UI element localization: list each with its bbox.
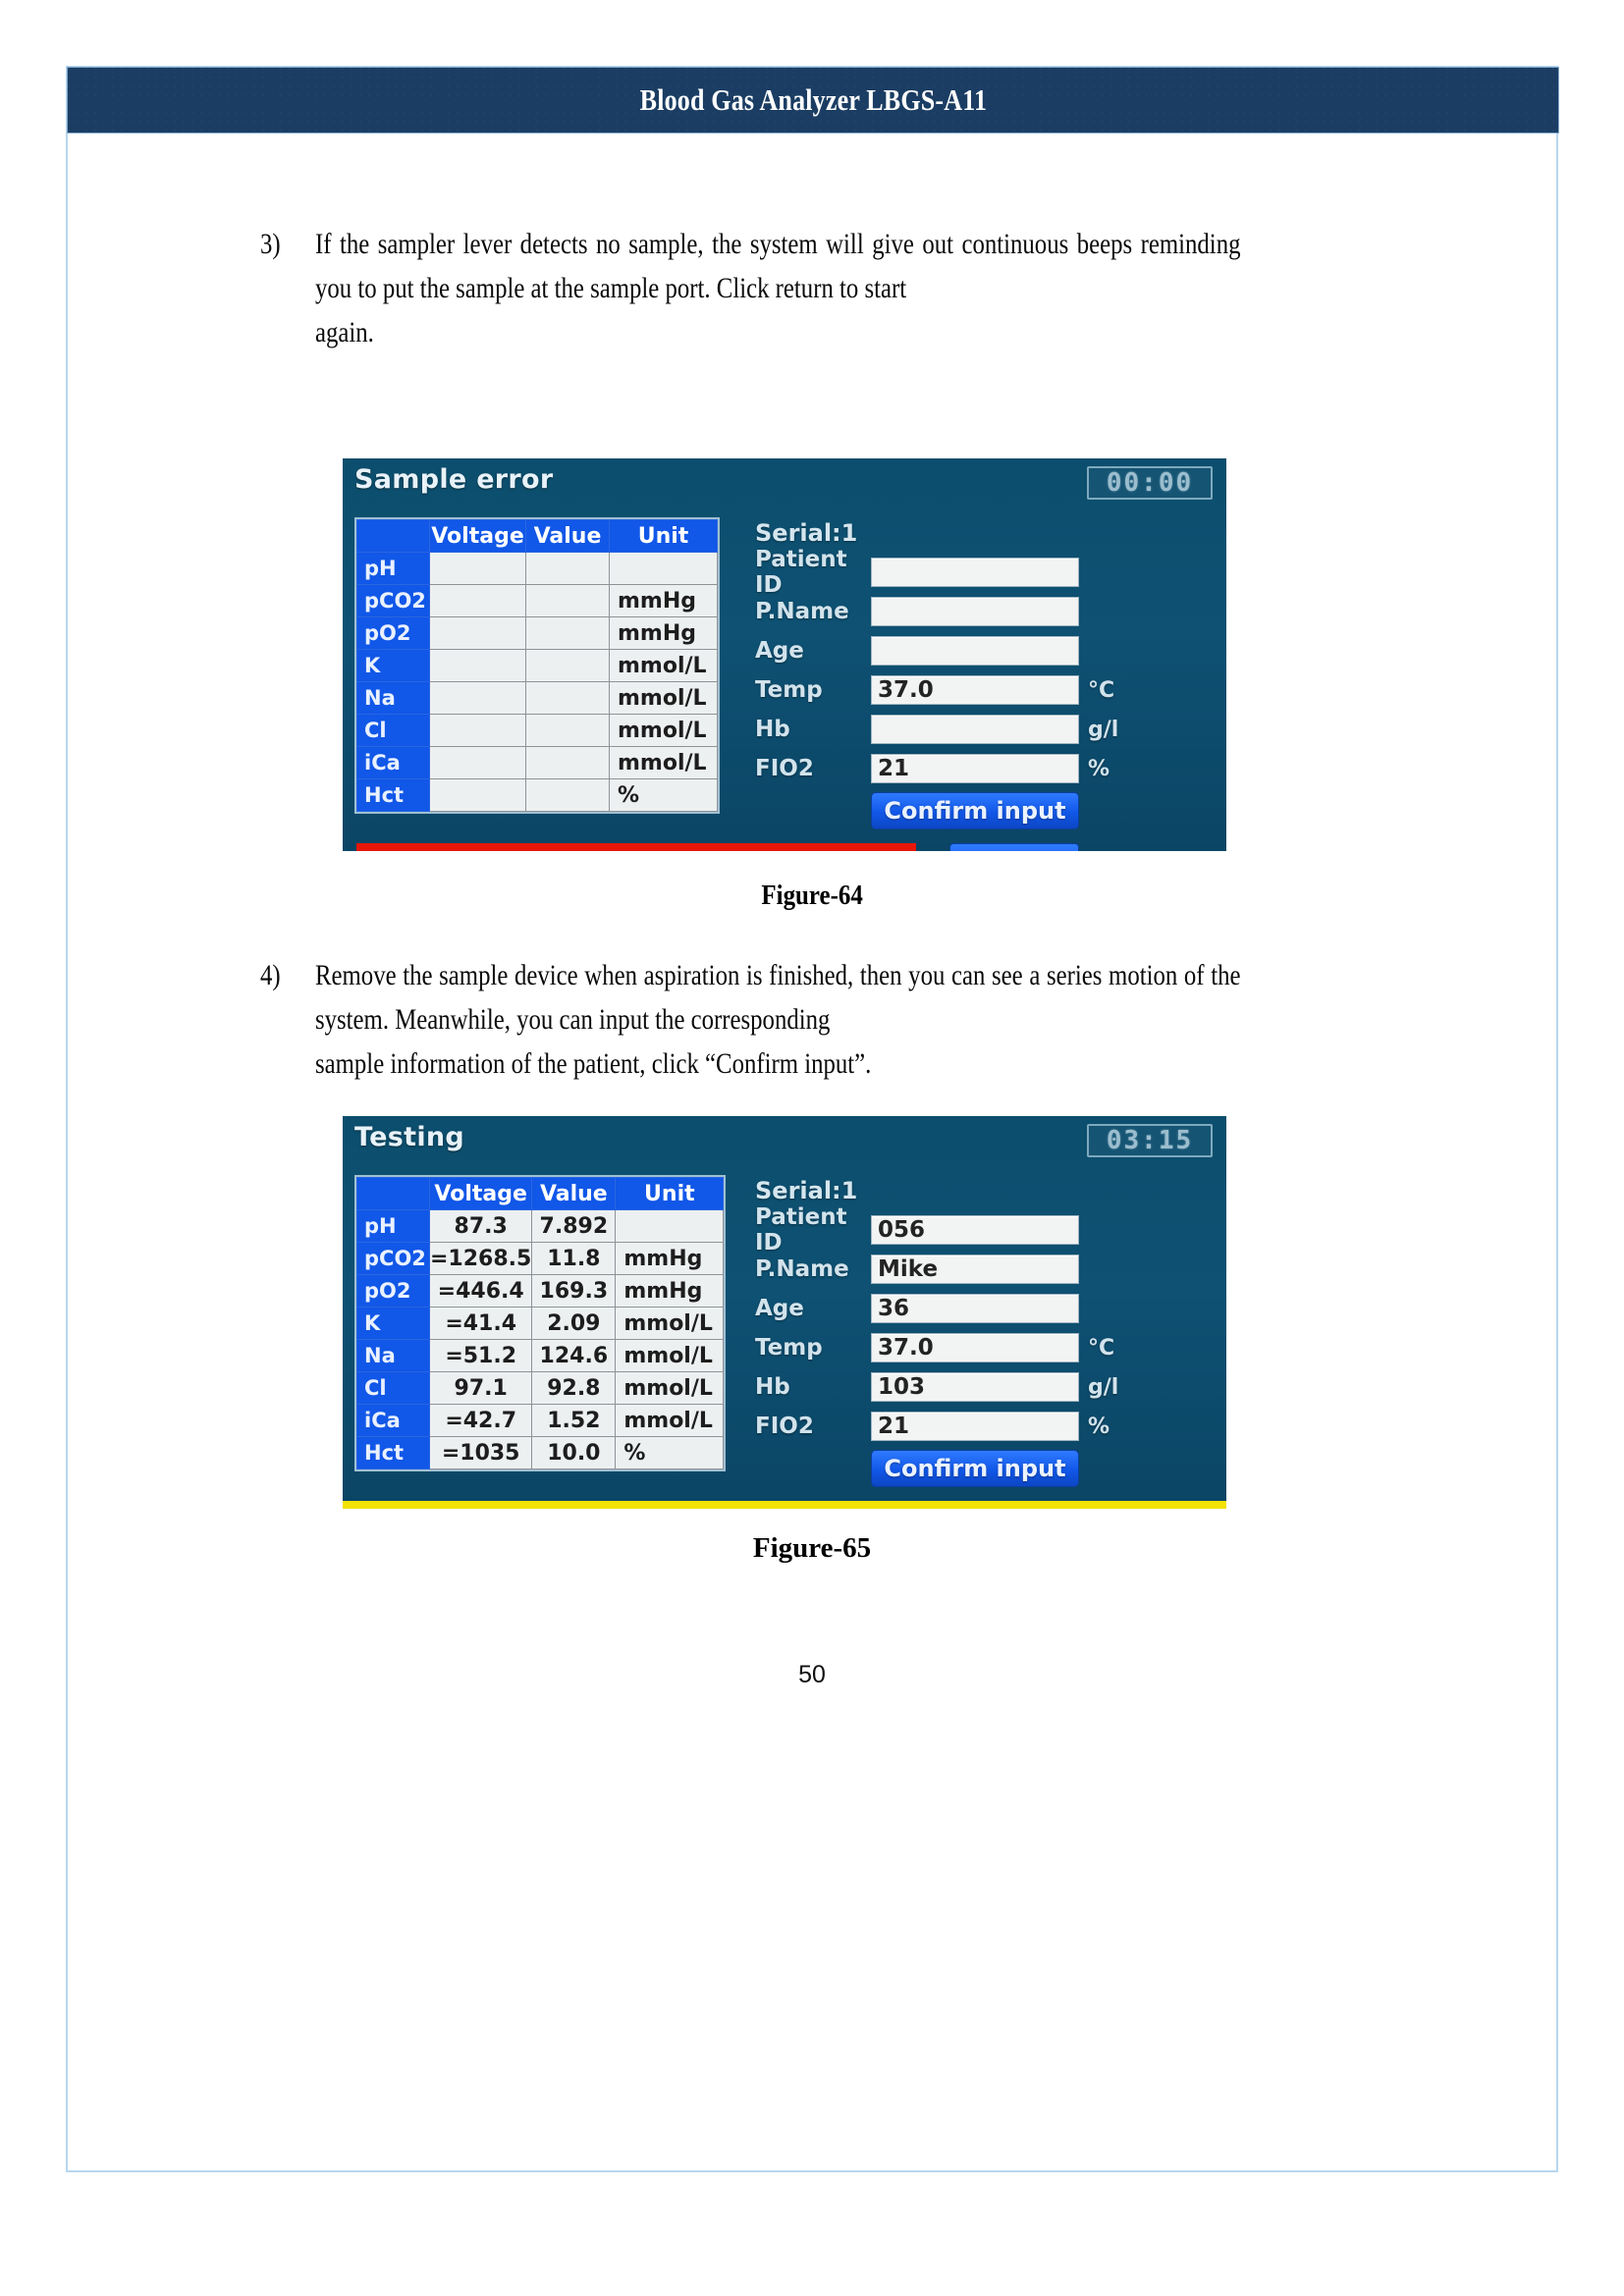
row-voltage <box>430 650 526 682</box>
hb-input[interactable]: 103 <box>871 1372 1079 1402</box>
p-name-input[interactable]: Mike <box>871 1255 1079 1284</box>
temp-input[interactable]: 37.0 <box>871 1333 1079 1362</box>
table-row <box>357 617 718 650</box>
row-unit: mmol/L <box>610 682 718 715</box>
row-value <box>526 617 610 650</box>
clock-value: 00:00 <box>1106 468 1194 498</box>
table-row <box>357 1210 724 1243</box>
row-unit: mmol/L <box>610 747 718 779</box>
patient-id-row <box>755 1204 1088 1255</box>
row-voltage <box>430 617 526 650</box>
results-table <box>356 519 718 812</box>
row-label: K <box>357 650 430 682</box>
row-unit: mmHg <box>616 1275 724 1308</box>
fio2-row <box>755 753 1110 784</box>
row-label: iCa <box>357 1405 430 1437</box>
col-header-unit: Unit <box>610 520 718 553</box>
row-label: pH <box>357 553 430 585</box>
row-unit: mmol/L <box>616 1340 724 1372</box>
col-header-value: Value <box>532 1178 616 1210</box>
step-4-text <box>315 954 1240 1087</box>
figure-65-caption <box>68 1532 1556 1565</box>
step-4-paragraph <box>260 954 1417 1087</box>
page-number: 50 <box>798 1661 826 1688</box>
table-row <box>357 1340 724 1372</box>
hb-row <box>755 1371 1118 1403</box>
fio2-unit: % <box>1088 756 1110 781</box>
row-voltage: =1268.5 <box>430 1243 532 1275</box>
temp-row <box>755 674 1114 706</box>
row-label: pCO2 <box>357 1243 430 1275</box>
row-value <box>526 747 610 779</box>
document-page <box>66 66 1558 2172</box>
table-row <box>357 1437 724 1469</box>
page-title: Blood Gas Analyzer LBGS-A11 <box>639 82 987 117</box>
table-header-row <box>357 520 718 553</box>
row-label: Hct <box>357 1437 430 1469</box>
row-label: Cl <box>357 715 430 747</box>
table-row <box>357 1308 724 1340</box>
p-name-row <box>755 596 1088 627</box>
step-3-text <box>315 223 1240 355</box>
table-row <box>357 747 718 779</box>
row-unit: mmHg <box>610 585 718 617</box>
row-voltage: =41.4 <box>430 1308 532 1340</box>
patient-id-input[interactable]: 056 <box>871 1215 1079 1245</box>
row-unit <box>616 1210 724 1243</box>
hb-unit: g/l <box>1088 1374 1119 1400</box>
col-header-voltage: Voltage <box>430 520 526 553</box>
temp-unit: °C <box>1088 677 1115 703</box>
row-value: 10.0 <box>532 1437 616 1469</box>
row-unit: mmol/L <box>616 1372 724 1405</box>
row-voltage: =446.4 <box>430 1275 532 1308</box>
clock-value: 03:15 <box>1106 1126 1194 1155</box>
figure-64-caption-text: Figure-64 <box>761 880 863 911</box>
table-header-row <box>357 1178 724 1210</box>
row-unit: mmol/L <box>610 715 718 747</box>
row-value <box>526 585 610 617</box>
row-unit: % <box>616 1437 724 1469</box>
age-label: Age <box>755 1296 804 1321</box>
figure-65-caption-text: Figure-65 <box>752 1532 872 1564</box>
age-input[interactable]: 36 <box>871 1294 1079 1323</box>
p-name-label: P.Name <box>755 599 849 624</box>
row-label: Na <box>357 1340 430 1372</box>
row-unit: mmHg <box>616 1243 724 1275</box>
temp-unit: °C <box>1088 1335 1115 1361</box>
hb-label: Hb <box>755 717 790 742</box>
row-label: K <box>357 1308 430 1340</box>
p-name-label: P.Name <box>755 1256 849 1282</box>
row-voltage <box>430 585 526 617</box>
row-value <box>526 650 610 682</box>
row-value <box>526 715 610 747</box>
row-value: 1.52 <box>532 1405 616 1437</box>
results-table <box>356 1177 724 1469</box>
temp-row <box>755 1332 1114 1363</box>
row-label: pO2 <box>357 1275 430 1308</box>
confirm-input-button[interactable]: Confirm input <box>871 1450 1079 1487</box>
row-unit: % <box>610 779 718 812</box>
row-value <box>526 553 610 585</box>
hb-input[interactable] <box>871 715 1079 744</box>
age-input[interactable] <box>871 636 1079 666</box>
clock-display <box>1087 1124 1213 1157</box>
row-value: 7.892 <box>532 1210 616 1243</box>
row-label: iCa <box>357 747 430 779</box>
p-name-input[interactable] <box>871 597 1079 626</box>
row-label: pO2 <box>357 617 430 650</box>
table-row <box>357 1405 724 1437</box>
row-voltage: 97.1 <box>430 1372 532 1405</box>
screen-status-title: Testing <box>354 1122 465 1152</box>
row-voltage <box>430 715 526 747</box>
figure-65-device-screen <box>343 1116 1226 1509</box>
table-row <box>357 715 718 747</box>
hb-row <box>755 714 1118 745</box>
table-row <box>357 650 718 682</box>
row-voltage <box>430 779 526 812</box>
figure-64-caption <box>68 880 1556 912</box>
confirm-input-button[interactable]: Confirm input <box>871 792 1079 829</box>
hb-label: Hb <box>755 1374 790 1400</box>
serial-label: Serial:1 <box>755 519 858 547</box>
return-button[interactable] <box>949 843 1079 851</box>
col-header-unit: Unit <box>616 1178 724 1210</box>
age-row <box>755 1293 1088 1324</box>
status-banner <box>343 1501 1226 1509</box>
row-unit: mmol/L <box>616 1308 724 1340</box>
fio2-unit: % <box>1088 1414 1110 1439</box>
serial-label: Serial:1 <box>755 1177 858 1204</box>
row-value: 169.3 <box>532 1275 616 1308</box>
step-4-number: 4) <box>260 960 281 991</box>
row-label: Cl <box>357 1372 430 1405</box>
row-voltage <box>430 747 526 779</box>
table-row <box>357 1275 724 1308</box>
age-label: Age <box>755 638 804 664</box>
row-unit: mmHg <box>610 617 718 650</box>
figure-64-device-screen <box>343 458 1226 851</box>
table-row <box>357 585 718 617</box>
temp-label: Temp <box>755 1335 823 1361</box>
fio2-label: FIO2 <box>755 756 814 781</box>
status-banner <box>356 843 916 851</box>
row-label: Hct <box>357 779 430 812</box>
row-voltage: =42.7 <box>430 1405 532 1437</box>
row-voltage <box>430 682 526 715</box>
col-header-analyte <box>357 1178 430 1210</box>
row-value <box>526 779 610 812</box>
row-value: 124.6 <box>532 1340 616 1372</box>
table-row <box>357 779 718 812</box>
row-label: Na <box>357 682 430 715</box>
p-name-row <box>755 1254 1088 1285</box>
patient-id-label: Patient ID <box>755 1204 847 1255</box>
fio2-input[interactable]: 21 <box>871 1412 1079 1441</box>
table-row <box>357 1243 724 1275</box>
row-voltage: =1035 <box>430 1437 532 1469</box>
row-voltage: 87.3 <box>430 1210 532 1243</box>
step-3-body: If the sampler lever detects no sample, the system will give out continuous beeps reminding you to put the sample at the sample port. Click return to start <box>315 229 1241 304</box>
document-header <box>67 67 1559 133</box>
hb-unit: g/l <box>1088 717 1119 742</box>
row-voltage: =51.2 <box>430 1340 532 1372</box>
row-value: 92.8 <box>532 1372 616 1405</box>
temp-input[interactable]: 37.0 <box>871 675 1079 705</box>
patient-id-input[interactable] <box>871 558 1079 587</box>
row-value <box>526 682 610 715</box>
row-label: pCO2 <box>357 585 430 617</box>
row-value: 11.8 <box>532 1243 616 1275</box>
step-3-paragraph <box>260 223 1417 355</box>
step-4-body: Remove the sample device when aspiration is finished, then you can see a series motion of the system. Meanwhile, you can input the corresponding <box>315 960 1241 1036</box>
col-header-analyte <box>357 520 430 553</box>
fio2-row <box>755 1411 1110 1442</box>
patient-id-row <box>755 547 1088 598</box>
col-header-voltage: Voltage <box>430 1178 532 1210</box>
fio2-input[interactable]: 21 <box>871 754 1079 783</box>
temp-label: Temp <box>755 677 823 703</box>
row-unit: mmol/L <box>610 650 718 682</box>
step-3-number: 3) <box>260 229 281 260</box>
step-3-lastline: again. <box>315 317 374 348</box>
row-unit: mmol/L <box>616 1405 724 1437</box>
step-4-lastline: sample information of the patient, click “Confirm input”. <box>315 1048 872 1080</box>
patient-id-label: Patient ID <box>755 547 847 598</box>
table-row <box>357 553 718 585</box>
row-voltage <box>430 553 526 585</box>
row-value: 2.09 <box>532 1308 616 1340</box>
col-header-value: Value <box>526 520 610 553</box>
table-row <box>357 1372 724 1405</box>
fio2-label: FIO2 <box>755 1414 814 1439</box>
row-unit <box>610 553 718 585</box>
clock-display <box>1087 466 1213 500</box>
age-row <box>755 635 1088 667</box>
table-row <box>357 682 718 715</box>
screen-status-title: Sample error <box>354 464 554 495</box>
row-label: pH <box>357 1210 430 1243</box>
